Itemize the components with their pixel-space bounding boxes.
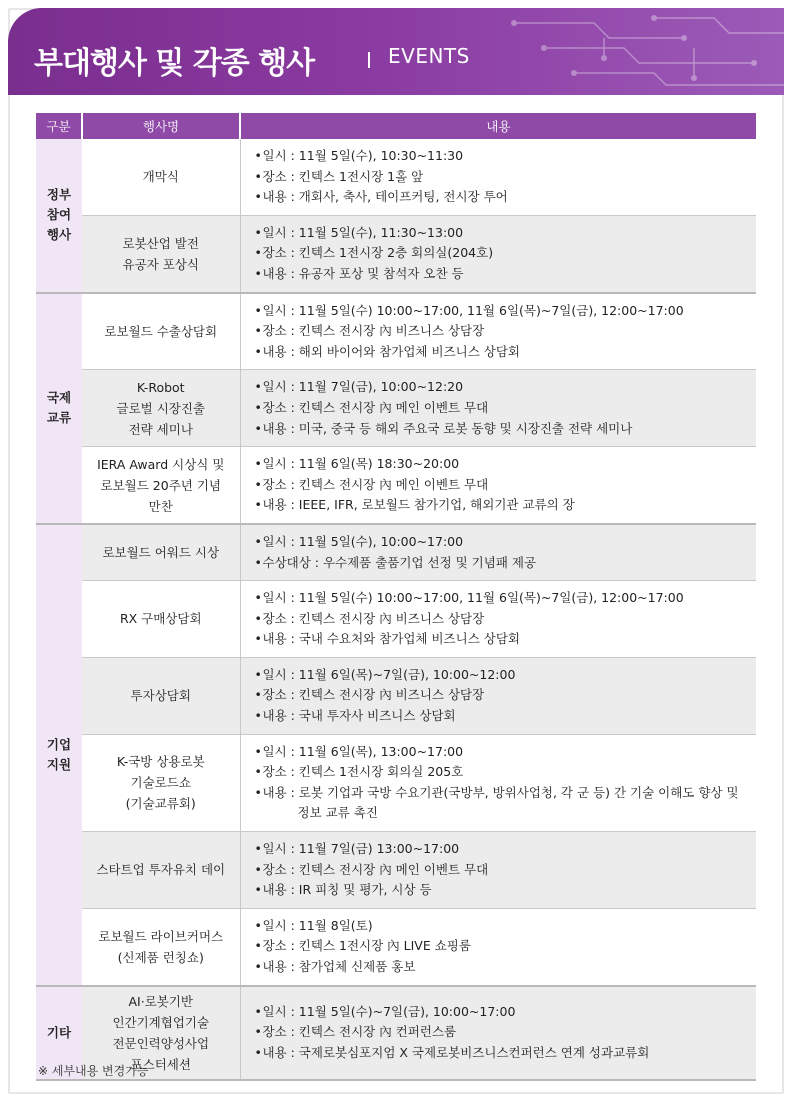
detail-line: • 장소 : 킨텍스 전시장 內 비즈니스 상담장 xyxy=(255,321,757,342)
table-row xyxy=(36,832,756,909)
table-row xyxy=(36,139,756,215)
category-label-line: 교류 xyxy=(46,410,72,426)
event-detail-cell xyxy=(240,139,756,215)
event-detail-cell xyxy=(240,581,756,658)
circuit-pattern-icon xyxy=(454,8,784,95)
event-name-cell xyxy=(82,657,240,734)
detail-line: • 장소 : 킨텍스 전시장 內 메인 이벤트 무대 xyxy=(255,475,757,496)
detail-line: • 일시 : 11월 7일(금), 10:00~12:20 xyxy=(255,377,757,398)
detail-line: • 내용 : 국내 수요처와 참가업체 비즈니스 상담회 xyxy=(255,629,757,650)
event-name-line: 스타트업 투자유치 데이 xyxy=(96,862,226,878)
event-name-line: 글로벌 시장진출 xyxy=(116,400,205,416)
detail-line: • 일시 : 11월 5일(수), 11:30~13:00 xyxy=(255,223,757,244)
event-name-line: 포스터세션 xyxy=(130,1056,191,1072)
table-row xyxy=(36,447,756,524)
event-name-line: 로보월드 20주년 기념 xyxy=(100,477,221,493)
event-name-line: (신제품 런칭쇼) xyxy=(117,949,204,965)
page-subtitle: EVENTS xyxy=(388,44,470,68)
header-banner xyxy=(8,8,784,95)
event-name-cell xyxy=(82,370,240,447)
column-header-event-name: 행사명 xyxy=(82,113,240,139)
event-name-line: 기술로드쇼 xyxy=(130,775,191,791)
table-row xyxy=(36,293,756,370)
event-name-cell xyxy=(82,832,240,909)
detail-line: • 일시 : 11월 6일(목) 18:30~20:00 xyxy=(255,454,757,475)
event-detail-cell xyxy=(240,370,756,447)
category-cell xyxy=(36,293,82,524)
category-label-line: 참여 xyxy=(46,207,72,223)
category-label-line: 행사 xyxy=(46,227,72,243)
detail-line: • 장소 : 킨텍스 1전시장 1홀 앞 xyxy=(255,167,757,188)
event-detail-cell xyxy=(240,657,756,734)
event-name-cell xyxy=(82,215,240,292)
category-label-line: 지원 xyxy=(46,756,72,772)
event-name-line: 개막식 xyxy=(142,169,179,185)
detail-line: • 내용 : 국제로봇심포지엄 X 국제로봇비즈니스컨퍼런스 연계 성과교류회 xyxy=(255,1043,757,1064)
detail-line: • 장소 : 킨텍스 전시장 內 비즈니스 상담장 xyxy=(255,609,757,630)
detail-line: • 일시 : 11월 5일(수), 10:00~17:00 xyxy=(255,532,757,553)
event-name-line: 로보월드 어워드 시상 xyxy=(102,545,220,560)
event-detail-cell xyxy=(240,908,756,985)
detail-line: • 장소 : 킨텍스 1전시장 2층 회의실(204호) xyxy=(255,243,757,264)
detail-line: • 내용 : IEEE, IFR, 로보월드 참가기업, 해외기관 교류의 장 xyxy=(255,495,757,516)
event-name-line: (기술교류회) xyxy=(125,796,196,812)
event-name-line: 전문인력양성사업 xyxy=(112,1035,210,1051)
category-cell xyxy=(36,139,82,293)
event-detail-cell xyxy=(240,447,756,524)
events-table xyxy=(36,113,756,1081)
event-detail-cell xyxy=(240,734,756,831)
detail-line: • 장소 : 킨텍스 전시장 內 메인 이벤트 무대 xyxy=(255,398,757,419)
detail-line: • 장소 : 킨텍스 전시장 內 컨퍼런스룸 xyxy=(255,1022,757,1043)
footnote: ※ 세부내용 변경가능 xyxy=(38,1064,149,1078)
detail-line: • 장소 : 킨텍스 전시장 內 비즈니스 상담장 xyxy=(255,685,757,706)
detail-line: • 일시 : 11월 5일(수), 10:30~11:30 xyxy=(255,146,757,167)
detail-line: • 일시 : 11월 8일(토) xyxy=(255,916,757,937)
detail-line: • 내용 : 미국, 중국 등 해외 주요국 로봇 동향 및 시장진출 전략 세미나 xyxy=(255,419,757,440)
detail-line: • 수상대상 : 우수제품 출품기업 선정 및 기념패 제공 xyxy=(255,553,757,574)
detail-line: • 내용 : 로봇 기업과 국방 수요기관(국방부, 방위사업청, 각 군 등) 간 기술 이해도 향상 및 xyxy=(255,783,757,804)
event-name-line: 만찬 xyxy=(148,498,173,514)
detail-line: • 일시 : 11월 5일(수) 10:00~17:00, 11월 6일(목)~7일(금), 12:00~17:00 xyxy=(255,301,757,322)
event-name-cell xyxy=(82,908,240,985)
detail-line: • 일시 : 11월 5일(수)~7일(금), 10:00~17:00 xyxy=(255,1002,757,1023)
table-row xyxy=(36,657,756,734)
event-name-cell xyxy=(82,447,240,524)
event-detail-cell xyxy=(240,293,756,370)
event-name-line: K-국방 상용로봇 xyxy=(116,754,205,770)
event-name-cell xyxy=(82,293,240,370)
event-detail-cell xyxy=(240,524,756,581)
category-label-line: 기업 xyxy=(46,736,72,752)
event-detail-cell xyxy=(240,986,756,1080)
event-detail-cell xyxy=(240,832,756,909)
page-title: 부대행사 및 각종 행사 xyxy=(34,46,315,81)
category-label-line: 국제 xyxy=(46,390,72,406)
table-header-row xyxy=(36,113,756,139)
title-separator xyxy=(368,52,370,68)
event-detail-cell xyxy=(240,215,756,292)
table-row xyxy=(36,215,756,292)
event-name-line: 로보월드 라이브커머스 xyxy=(98,928,224,944)
detail-line: • 일시 : 11월 5일(수) 10:00~17:00, 11월 6일(목)~7일(금), 12:00~17:00 xyxy=(255,588,757,609)
event-name-line: 로보월드 수출상담회 xyxy=(104,323,218,339)
column-header-content: 내용 xyxy=(240,113,756,139)
detail-line: • 내용 : 해외 바이어와 참가업체 비즈니스 상담회 xyxy=(255,342,757,363)
detail-line: • 내용 : 유공자 포상 및 참석자 오찬 등 xyxy=(255,264,757,285)
category-cell xyxy=(36,524,82,986)
detail-line: • 내용 : 참가업체 신제품 홍보 xyxy=(255,957,757,978)
detail-line: • 내용 : IR 피칭 및 평가, 시상 등 xyxy=(255,880,757,901)
event-name-line: K-Robot xyxy=(136,379,185,395)
detail-continuation: 정보 교류 촉진 xyxy=(297,805,378,821)
event-name-cell xyxy=(82,734,240,831)
event-name-cell xyxy=(82,581,240,658)
event-name-line: 전략 세미나 xyxy=(128,421,193,437)
detail-line: • 내용 : 개회사, 축사, 테이프커팅, 전시장 투어 xyxy=(255,187,757,208)
detail-line: • 장소 : 킨텍스 1전시장 內 LIVE 쇼핑룸 xyxy=(255,936,757,957)
category-label-line: 기타 xyxy=(46,1024,72,1040)
event-name-line: AI·로봇기반 xyxy=(128,993,193,1009)
event-name-cell xyxy=(82,139,240,215)
detail-line: • 일시 : 11월 6일(목), 13:00~17:00 xyxy=(255,742,757,763)
event-name-line: 로봇산업 발전 xyxy=(122,235,199,251)
event-name-line: RX 구매상담회 xyxy=(119,611,202,627)
table-row xyxy=(36,734,756,831)
event-name-line: 투자상담회 xyxy=(130,688,191,704)
event-name-line: 인간기계협업기술 xyxy=(112,1014,210,1030)
detail-line: • 장소 : 킨텍스 1전시장 회의실 205호 xyxy=(255,762,757,783)
detail-line: • 내용 : 국내 투자사 비즈니스 상담회 xyxy=(255,706,757,727)
detail-line: • 일시 : 11월 6일(목)~7일(금), 10:00~12:00 xyxy=(255,665,757,686)
detail-line: • 장소 : 킨텍스 전시장 內 메인 이벤트 무대 xyxy=(255,860,757,881)
detail-line: • 일시 : 11월 7일(금) 13:00~17:00 xyxy=(255,839,757,860)
event-name-cell xyxy=(82,524,240,581)
column-header-category: 구분 xyxy=(36,113,82,139)
table-row xyxy=(36,908,756,985)
category-label-line: 정부 xyxy=(46,187,72,203)
table-row xyxy=(36,524,756,581)
event-name-line: IERA Award 시상식 및 xyxy=(97,456,225,472)
table-row xyxy=(36,370,756,447)
event-name-line: 유공자 포상식 xyxy=(122,256,199,272)
table-row xyxy=(36,581,756,658)
